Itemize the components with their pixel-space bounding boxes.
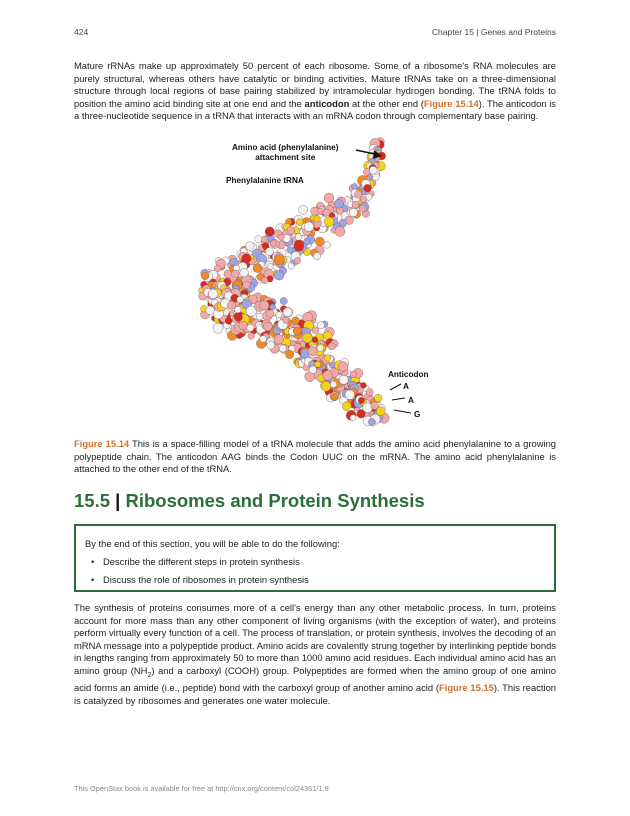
atom-sphere [274, 255, 284, 265]
objective-text: Describe the different steps in protein synthesis [103, 556, 300, 567]
atom-sphere [338, 362, 348, 372]
atom-sphere [274, 271, 284, 281]
atom-sphere [243, 281, 251, 289]
atom-sphere [208, 289, 218, 299]
intro-text-3: ). The anticodon is a three-nucleotide sequence in a tRNA that interacts with an mRNA codon through complementary base pairing. [74, 97, 556, 122]
atom-sphere [276, 312, 282, 318]
atom-sphere [335, 227, 345, 237]
atom-sphere [260, 301, 270, 311]
atom-sphere [351, 183, 357, 189]
atom-sphere [293, 327, 301, 335]
atom-sphere [278, 234, 284, 240]
atom-sphere [317, 208, 324, 215]
body-text-1: The synthesis of proteins consumes more of a cell's energy than any other metabolic process. In turn, proteins account for more mass than any other component of living organisms (with the exception of water), and proteins perform virtually every function of a cell. The process of translation, or protein synthesis, involves the decoding of an mRNA message into a polypeptide product. Amino acids are covalently strung together by interlinking peptide bonds in lengths ranging from approximately 50 to more than 1000 amino acid residues. Each individual amino acid has an amino group (NH [74, 602, 556, 676]
atom-sphere [368, 418, 375, 425]
figure-15-15-link[interactable]: Figure 15.15 [438, 682, 494, 694]
atom-sphere [261, 236, 267, 242]
nh2-subscript: 2 [147, 671, 152, 679]
figure-caption [74, 438, 556, 476]
bullet-icon: • [91, 556, 95, 567]
atom-sphere [349, 208, 357, 216]
atom-sphere [314, 216, 320, 222]
atom-sphere [248, 333, 255, 340]
base-label-a2: A [408, 396, 414, 405]
atom-sphere [328, 343, 335, 350]
atom-sphere [308, 347, 317, 356]
atom-sphere [331, 394, 338, 401]
anticodon-label: Anticodon [388, 370, 429, 379]
page-footer: This OpenStax book is available for free at http://cnx.org/content/col24361/1.8 [74, 784, 329, 793]
atom-sphere [352, 201, 359, 208]
anticodon-term: anticodon [304, 97, 350, 109]
atom-sphere [350, 415, 356, 421]
atom-sphere [247, 324, 254, 331]
atom-sphere [288, 263, 294, 269]
atom-sphere [237, 296, 244, 303]
atom-sphere [317, 322, 324, 329]
atom-sphere [358, 397, 364, 403]
atom-sphere [280, 297, 287, 304]
atom-sphere [339, 375, 348, 384]
atom-sphere [201, 272, 209, 280]
section-heading [74, 490, 425, 512]
base-label-a1: A [403, 382, 409, 391]
atom-sphere [294, 240, 304, 250]
figure-15-14-link[interactable]: Figure 15.14 [423, 97, 479, 109]
atom-sphere [265, 227, 274, 236]
atom-sphere [239, 321, 248, 330]
atom-sphere [361, 197, 367, 203]
attachment-label-line1: Amino acid (phenylalanine) [232, 143, 339, 152]
atom-sphere [357, 410, 365, 418]
bullet-icon: • [91, 574, 95, 585]
chapter-header: Chapter 15 | Genes and Proteins [431, 27, 556, 37]
atom-sphere [235, 306, 242, 313]
atom-sphere [350, 371, 357, 378]
atom-sphere [369, 166, 377, 174]
atom-sphere [274, 335, 283, 344]
atom-sphere [317, 345, 324, 352]
atom-sphere [324, 193, 334, 203]
atom-sphere [354, 191, 362, 199]
trna-figure [196, 132, 436, 432]
atom-sphere [324, 217, 334, 227]
phenylalanine-trna-label: Phenylalanine tRNA [226, 176, 304, 185]
intro-paragraph [74, 60, 556, 123]
page-number: 424 [74, 27, 89, 37]
body-paragraph [74, 602, 556, 708]
atom-sphere [287, 247, 293, 253]
atom-sphere [256, 313, 263, 320]
atom-sphere [330, 381, 337, 388]
atom-sphere [283, 317, 289, 323]
atom-sphere [313, 253, 320, 260]
atom-sphere [285, 350, 293, 358]
atom-sphere [279, 345, 286, 352]
atom-sphere [253, 264, 262, 273]
atom-sphere [324, 241, 331, 248]
atom-sphere [267, 264, 273, 270]
atom-sphere [283, 308, 292, 317]
atom-sphere [296, 219, 303, 226]
atom-sphere [303, 333, 313, 343]
atom-sphere [312, 327, 319, 334]
objective-item [91, 574, 309, 585]
atom-sphere [315, 361, 321, 367]
attachment-site-label [232, 143, 338, 162]
caption-text: This is a space-filling model of a tRNA molecule that adds the amino acid phenylalanine to a growing polypeptide chain. The anticodon AAG binds the Codon UUC on the mRNA. The amino acid phenylalanine is attached to the other end of the tRNA. [74, 438, 556, 475]
atom-sphere [292, 317, 300, 325]
objectives-intro: By the end of this section, you will be able to do the following: [85, 538, 340, 549]
atom-sphere [287, 227, 295, 235]
atom-sphere [267, 341, 275, 349]
atom-sphere [360, 382, 366, 388]
atom-sphere [270, 304, 276, 310]
atom-sphere [242, 254, 251, 263]
attachment-label-line2: attachment site [255, 152, 316, 162]
atom-sphere [315, 237, 324, 246]
atom-sphere [265, 248, 273, 256]
atom-sphere [334, 199, 343, 208]
atom-sphere [321, 382, 331, 392]
atom-sphere [324, 355, 331, 362]
atom-sphere [255, 236, 262, 243]
atom-sphere [312, 337, 318, 343]
atom-sphere [224, 270, 232, 278]
body-text-3: ). This reaction is catalyzed by ribosomes and generates one water molecule. [74, 682, 556, 707]
atom-sphere [323, 370, 333, 380]
atom-sphere [295, 234, 302, 241]
atom-sphere [364, 184, 372, 192]
atom-sphere [299, 205, 308, 214]
section-separator: | [115, 490, 121, 511]
anticodon-line-g [394, 410, 411, 413]
intro-text-1: Mature rRNAs make up approximately 50 percent of each ribosome. Some of a ribosome's RNA molecules are purely structural, whereas others have catalytic or binding activities. Mature tRNAs take on a three-dimensional structure through local regions of base pairing stabilized by intramolecular hydrogen bonding. The tRNA folds to position the amino acid binding site at one end and the [74, 60, 556, 109]
atom-sphere [359, 205, 366, 212]
atom-sphere [228, 301, 236, 309]
atom-sphere [232, 270, 240, 278]
atom-sphere [266, 310, 274, 318]
atom-sphere [376, 407, 385, 416]
atom-sphere [323, 209, 330, 216]
atom-sphere [240, 268, 249, 277]
atom-sphere [309, 366, 317, 374]
atom-sphere [270, 240, 276, 246]
atom-sphere [261, 277, 268, 284]
atom-sphere [234, 313, 242, 321]
body-text-2: ) and a carboxyl (COOH) group. Polypeptides are formed when the amino group of one amino acid forms an amide (i.e., peptide) bond with the carboxyl group of another amino acid ( [74, 664, 556, 694]
base-label-g: G [414, 410, 421, 419]
anticodon-line-a2 [392, 398, 405, 400]
anticodon-line-a1 [390, 384, 401, 390]
section-number: 15.5 [74, 490, 111, 511]
caption-figure-number: Figure 15.14 [74, 438, 130, 449]
objective-item [91, 556, 300, 567]
atom-sphere [374, 394, 382, 402]
atom-sphere [345, 390, 355, 400]
objective-text: Discuss the role of ribosomes in protein synthesis [103, 574, 309, 585]
atom-sphere [294, 258, 300, 264]
atom-sphere [260, 336, 267, 343]
atom-sphere [213, 323, 223, 333]
atom-sphere [304, 222, 314, 232]
atom-sphere [246, 242, 255, 251]
intro-text-2: at the other end ( [349, 97, 424, 109]
learning-objectives-box [74, 524, 556, 592]
atom-sphere [366, 389, 373, 396]
section-title-text: Ribosomes and Protein Synthesis [125, 490, 425, 511]
